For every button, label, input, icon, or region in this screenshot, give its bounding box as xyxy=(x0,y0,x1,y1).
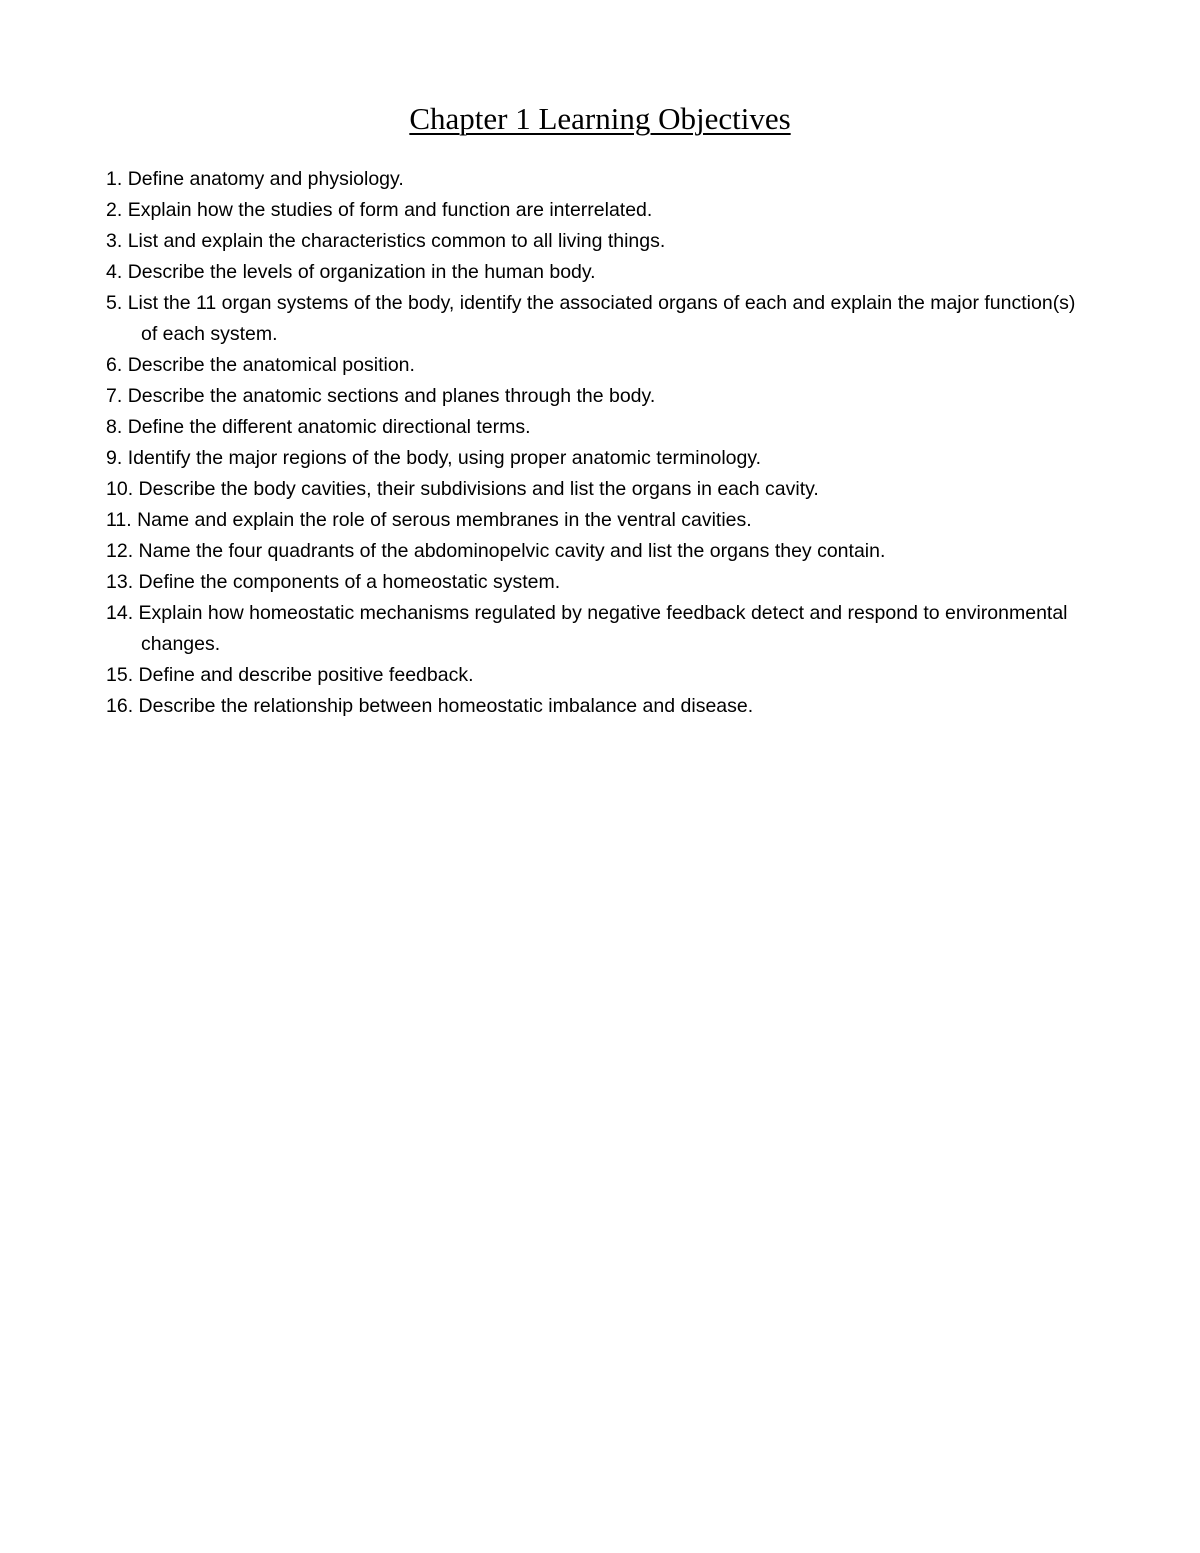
objective-number: 16. xyxy=(106,695,134,717)
objective-item xyxy=(106,474,1086,505)
objective-item xyxy=(106,505,1086,536)
objective-text: Define and describe positive feedback. xyxy=(138,664,474,686)
objective-text: Identify the major regions of the body, using proper anatomic terminology. xyxy=(127,447,762,469)
objective-text: Describe the anatomical position. xyxy=(127,354,415,376)
objective-item xyxy=(106,381,1086,412)
objective-item xyxy=(106,412,1086,443)
objective-number: 14. xyxy=(106,602,134,624)
objective-text: Describe the relationship between homeostatic imbalance and disease. xyxy=(138,695,754,717)
objective-number: 11. xyxy=(106,509,132,531)
objective-number: 3. xyxy=(106,230,123,252)
objective-text: List and explain the characteristics common to all living things. xyxy=(127,230,666,252)
objective-text: Describe the body cavities, their subdivisions and list the organs in each cavity. xyxy=(138,478,819,500)
objective-number: 15. xyxy=(106,664,134,686)
objective-text: Define the different anatomic directional terms. xyxy=(127,416,531,438)
objectives-list xyxy=(106,164,1086,722)
objective-text: Define the components of a homeostatic system. xyxy=(138,571,561,593)
objective-item xyxy=(106,443,1086,474)
objective-text: List the 11 organ systems of the body, identify the associated organs of each and explain the major function(s) of each system. xyxy=(127,292,1076,345)
objective-item xyxy=(106,164,1086,195)
objective-item xyxy=(106,226,1086,257)
objective-number: 12. xyxy=(106,540,134,562)
objective-item xyxy=(106,660,1086,691)
objective-item xyxy=(106,288,1086,350)
objective-number: 1. xyxy=(106,168,123,190)
objective-text: Explain how the studies of form and function are interrelated. xyxy=(127,199,653,221)
objective-item xyxy=(106,257,1086,288)
page-title xyxy=(0,99,1200,139)
objective-number: 6. xyxy=(106,354,123,376)
objective-text: Name and explain the role of serous membranes in the ventral cavities. xyxy=(137,509,752,531)
objective-number: 2. xyxy=(106,199,123,221)
objective-item xyxy=(106,691,1086,722)
objective-item xyxy=(106,536,1086,567)
objective-text: Describe the levels of organization in the human body. xyxy=(127,261,596,283)
objective-number: 9. xyxy=(106,447,123,469)
objective-number: 4. xyxy=(106,261,123,283)
page-title-text: Chapter 1 Learning Objectives xyxy=(409,101,791,136)
objective-text: Describe the anatomic sections and planes through the body. xyxy=(127,385,656,407)
objective-text: Define anatomy and physiology. xyxy=(127,168,404,190)
objective-text: Explain how homeostatic mechanisms regulated by negative feedback detect and respond to environmental changes. xyxy=(138,602,1068,655)
objective-number: 7. xyxy=(106,385,123,407)
objective-item xyxy=(106,598,1086,660)
objective-item xyxy=(106,567,1086,598)
objective-text: Name the four quadrants of the abdominopelvic cavity and list the organs they contain. xyxy=(138,540,886,562)
objective-number: 13. xyxy=(106,571,134,593)
objective-number: 10. xyxy=(106,478,134,500)
objective-item xyxy=(106,350,1086,381)
objective-number: 8. xyxy=(106,416,123,438)
objective-number: 5. xyxy=(106,292,123,314)
objective-item xyxy=(106,195,1086,226)
